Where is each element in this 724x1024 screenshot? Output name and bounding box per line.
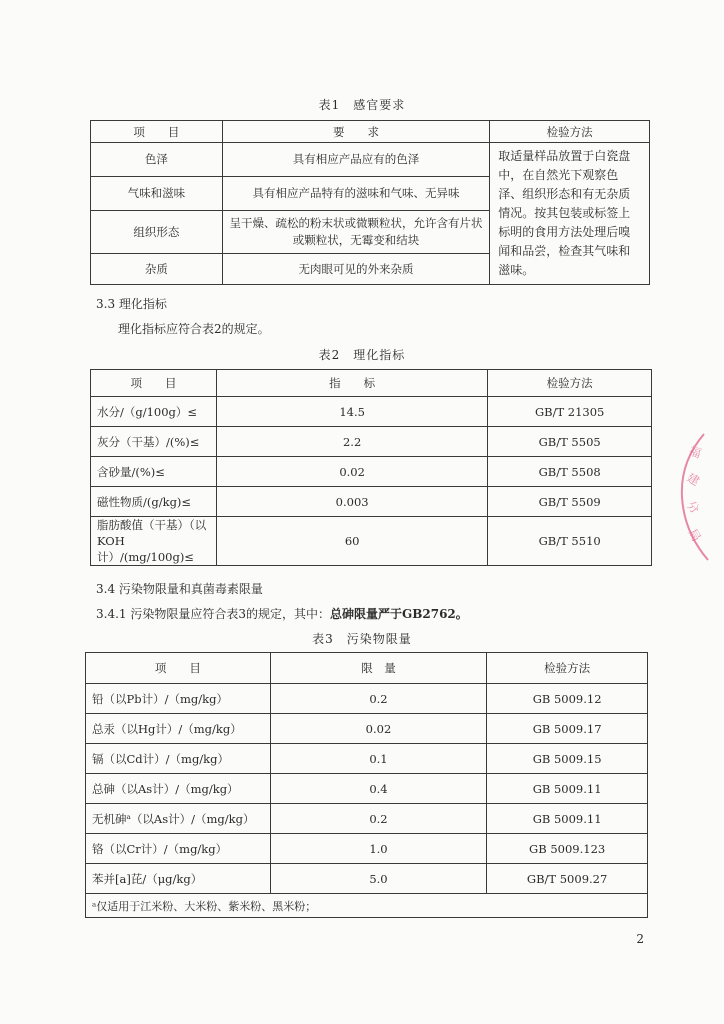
table2-row-item: 磁性物质/(g/kg)≤ xyxy=(91,487,217,517)
table2-row-method: GB/T 5509 xyxy=(488,487,652,517)
table1-row-req: 呈干燥、疏松的粉末状或微颗粒状，允许含有片状或颗粒状，无霉变和结块 xyxy=(222,210,489,254)
table2 xyxy=(90,369,652,566)
table3-row-value: 0.4 xyxy=(270,774,487,804)
table3-row-value: 1.0 xyxy=(270,834,487,864)
table1-method-cell: 取适量样品放置于白瓷盘中，在自然光下观察色泽、组织形态和有无杂质情况。按其包装或标签上标明的食用方法处理后嗅闻和品尝，检查其气味和滋味。 xyxy=(490,143,650,285)
table1-header-req: 要 求 xyxy=(222,121,489,143)
table1-header-item: 项 目 xyxy=(91,121,223,143)
table2-row-item: 灰分（干基）/(%)≤ xyxy=(91,427,217,457)
table3-row-value: 0.1 xyxy=(270,744,487,774)
table1-row-req: 无肉眼可见的外来杂质 xyxy=(222,254,489,285)
table3-row-item: 铅（以Pb计）/（mg/kg） xyxy=(86,684,271,714)
section-3-3-heading: 3.3 理化指标 xyxy=(96,297,167,311)
section-3-3-text: 理化指标应符合表2的规定。 xyxy=(118,322,270,336)
section-3-4-heading: 3.4 污染物限量和真菌毒素限量 xyxy=(96,582,263,596)
table3-header-item: 项 目 xyxy=(86,653,271,684)
page-number: 2 xyxy=(636,932,644,946)
table3-row-item: 铬（以Cr计）/（mg/kg） xyxy=(86,834,271,864)
table2-header-item: 项 目 xyxy=(91,370,217,397)
table3-row-method: GB 5009.17 xyxy=(487,714,648,744)
red-seal-stamp xyxy=(674,432,714,562)
table3-row-value: 0.2 xyxy=(270,804,487,834)
table3-row-item: 无机砷ᵃ（以As计）/（mg/kg） xyxy=(86,804,271,834)
section-3-4-1-text xyxy=(96,605,468,622)
table3 xyxy=(85,652,648,918)
table3-row-value: 0.2 xyxy=(270,684,487,714)
table2-row-method: GB/T 5508 xyxy=(488,457,652,487)
section-3-4-1-prefix: 3.4.1 污染物限量应符合表3的规定，其中： xyxy=(96,607,330,621)
table2-row-value: 2.2 xyxy=(216,427,487,457)
table3-row-method: GB 5009.11 xyxy=(487,804,648,834)
svg-text:建: 建 xyxy=(684,470,702,489)
table3-row-value: 5.0 xyxy=(270,864,487,894)
table3-row-value: 0.02 xyxy=(270,714,487,744)
table2-row-method: GB/T 5505 xyxy=(488,427,652,457)
table3-row-item: 苯并[a]芘/（μg/kg） xyxy=(86,864,271,894)
table1-row-req: 具有相应产品特有的滋味和气味、无异味 xyxy=(222,176,489,210)
svg-text:福: 福 xyxy=(686,443,704,461)
table2-row-value: 0.02 xyxy=(216,457,487,487)
table1-row-item: 杂质 xyxy=(91,254,223,285)
table1-row-item: 色泽 xyxy=(91,143,223,177)
table1-row-item: 组织形态 xyxy=(91,210,223,254)
table1 xyxy=(90,120,650,285)
table3-caption: 表3 污染物限量 xyxy=(312,632,412,646)
table3-row-method: GB/T 5009.27 xyxy=(487,864,648,894)
table3-row-method: GB 5009.15 xyxy=(487,744,648,774)
section-3-4-1-bold: 总砷限量严于GB2762。 xyxy=(329,607,468,621)
svg-text:分: 分 xyxy=(683,498,703,517)
table2-row-item: 含砂量/(%)≤ xyxy=(91,457,217,487)
table2-row-item: 脂肪酸值（干基）（以KOH计）/(mg/100g)≤ xyxy=(91,517,217,566)
table2-header-value: 指 标 xyxy=(216,370,487,397)
table3-row-item: 镉（以Cd计）/（mg/kg） xyxy=(86,744,271,774)
table3-header-method: 检验方法 xyxy=(487,653,648,684)
table3-footnote: ᵃ仅适用于江米粉、大米粉、紫米粉、黑米粉； xyxy=(86,894,648,918)
table1-header-method: 检验方法 xyxy=(490,121,650,143)
table2-row-method: GB/T 5510 xyxy=(488,517,652,566)
table3-row-method: GB 5009.123 xyxy=(487,834,648,864)
table1-caption: 表1 感官要求 xyxy=(318,98,406,112)
table3-row-method: GB 5009.12 xyxy=(487,684,648,714)
table2-caption: 表2 理化指标 xyxy=(318,348,406,362)
svg-text:局: 局 xyxy=(685,526,704,544)
table3-row-item: 总汞（以Hg计）/（mg/kg） xyxy=(86,714,271,744)
table2-row-value: 0.003 xyxy=(216,487,487,517)
table2-row-item: 水分/（g/100g）≤ xyxy=(91,397,217,427)
table2-header-method: 检验方法 xyxy=(488,370,652,397)
table1-row-item: 气味和滋味 xyxy=(91,176,223,210)
table2-row-value: 60 xyxy=(216,517,487,566)
table3-row-method: GB 5009.11 xyxy=(487,774,648,804)
table3-header-value: 限 量 xyxy=(270,653,487,684)
table1-row-req: 具有相应产品应有的色泽 xyxy=(222,143,489,177)
table2-row-method: GB/T 21305 xyxy=(488,397,652,427)
table2-row-value: 14.5 xyxy=(216,397,487,427)
table3-row-item: 总砷（以As计）/（mg/kg） xyxy=(86,774,271,804)
